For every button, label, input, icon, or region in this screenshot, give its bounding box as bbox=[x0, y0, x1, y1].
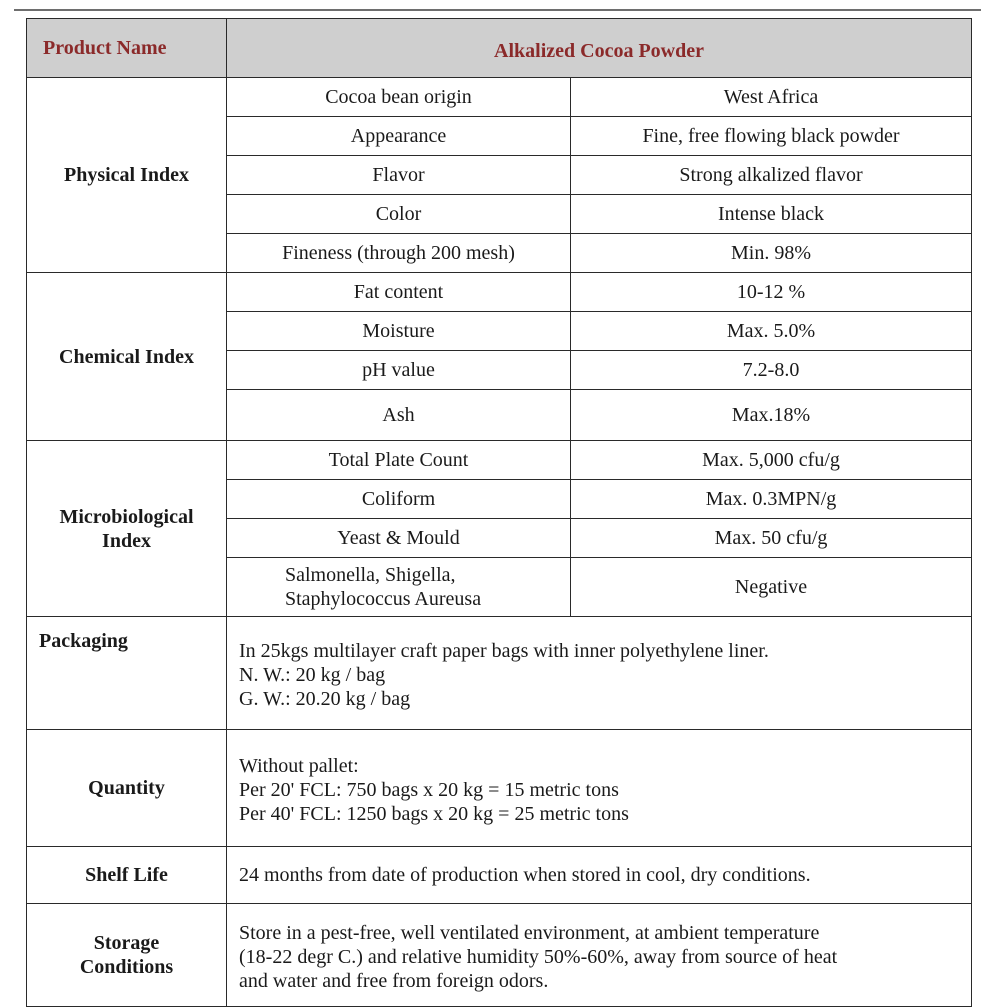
table-row bbox=[27, 904, 972, 1007]
storage-label-line1: Storage bbox=[93, 932, 160, 954]
product-spec-table bbox=[26, 18, 972, 1007]
table-row bbox=[27, 730, 972, 847]
storage-label-line2: Conditions bbox=[79, 956, 174, 978]
value-cell: 10-12 % bbox=[571, 273, 972, 312]
microbiological-label-line2: Index bbox=[102, 529, 151, 552]
text-line: In 25kgs multilayer craft paper bags with inner polyethylene liner. bbox=[239, 640, 769, 662]
param-cell: Ash bbox=[227, 390, 571, 441]
value-cell: Strong alkalized flavor bbox=[571, 156, 972, 195]
param-cell: Coliform bbox=[227, 480, 571, 519]
value-cell: Max.18% bbox=[571, 390, 972, 441]
physical-index-label: Physical Index bbox=[27, 78, 227, 273]
param-cell: Appearance bbox=[227, 117, 571, 156]
value-cell: Intense black bbox=[571, 195, 972, 234]
table-row bbox=[27, 273, 972, 312]
value-cell: Max. 0.3MPN/g bbox=[571, 480, 972, 519]
value-cell: Negative bbox=[571, 558, 972, 617]
text-line: Per 40' FCL: 1250 bags x 20 kg = 25 metric tons bbox=[239, 803, 629, 825]
param-cell: Color bbox=[227, 195, 571, 234]
microbiological-index-label bbox=[27, 441, 227, 617]
table-row bbox=[27, 441, 972, 480]
product-name-value: Alkalized Cocoa Powder bbox=[227, 19, 972, 78]
text-line: Per 20' FCL: 750 bags x 20 kg = 15 metric tons bbox=[239, 779, 619, 801]
top-rule bbox=[14, 9, 981, 11]
text-line: G. W.: 20.20 kg / bag bbox=[239, 688, 411, 710]
param-line: Staphylococcus Aureusa bbox=[285, 588, 482, 610]
param-cell bbox=[227, 558, 571, 617]
microbiological-label-line1: Microbiological bbox=[59, 505, 194, 528]
param-cell: Flavor bbox=[227, 156, 571, 195]
value-cell: West Africa bbox=[571, 78, 972, 117]
shelf-life-value: 24 months from date of production when stored in cool, dry conditions. bbox=[227, 847, 972, 904]
param-cell: Moisture bbox=[227, 312, 571, 351]
text-line: Without pallet: bbox=[239, 755, 359, 777]
storage-conditions-label bbox=[27, 904, 227, 1007]
param-cell: Total Plate Count bbox=[227, 441, 571, 480]
value-cell: Min. 98% bbox=[571, 234, 972, 273]
value-cell: 7.2-8.0 bbox=[571, 351, 972, 390]
param-cell: Fineness (through 200 mesh) bbox=[227, 234, 571, 273]
text-line: and water and free from foreign odors. bbox=[239, 970, 549, 992]
value-cell: Max. 50 cfu/g bbox=[571, 519, 972, 558]
header-row bbox=[27, 19, 972, 78]
table-row bbox=[27, 78, 972, 117]
text-line: N. W.: 20 kg / bag bbox=[239, 664, 386, 686]
param-line: Salmonella, Shigella, bbox=[285, 564, 456, 586]
text-line: (18-22 degr C.) and relative humidity 50%-60%, away from source of heat bbox=[239, 946, 838, 968]
value-cell: Max. 5.0% bbox=[571, 312, 972, 351]
param-cell: Yeast & Mould bbox=[227, 519, 571, 558]
value-cell: Max. 5,000 cfu/g bbox=[571, 441, 972, 480]
quantity-value bbox=[227, 730, 972, 847]
chemical-index-label: Chemical Index bbox=[27, 273, 227, 441]
param-cell: Cocoa bean origin bbox=[227, 78, 571, 117]
value-cell: Fine, free flowing black powder bbox=[571, 117, 972, 156]
text-line: Store in a pest-free, well ventilated environment, at ambient temperature bbox=[239, 922, 820, 944]
table-row bbox=[27, 617, 972, 730]
packaging-label: Packaging bbox=[27, 617, 227, 730]
param-cell: Fat content bbox=[227, 273, 571, 312]
param-cell: pH value bbox=[227, 351, 571, 390]
table-row bbox=[27, 847, 972, 904]
quantity-label: Quantity bbox=[27, 730, 227, 847]
product-name-label: Product Name bbox=[27, 19, 227, 78]
shelf-life-label: Shelf Life bbox=[27, 847, 227, 904]
packaging-value bbox=[227, 617, 972, 730]
storage-conditions-value bbox=[227, 904, 972, 1007]
